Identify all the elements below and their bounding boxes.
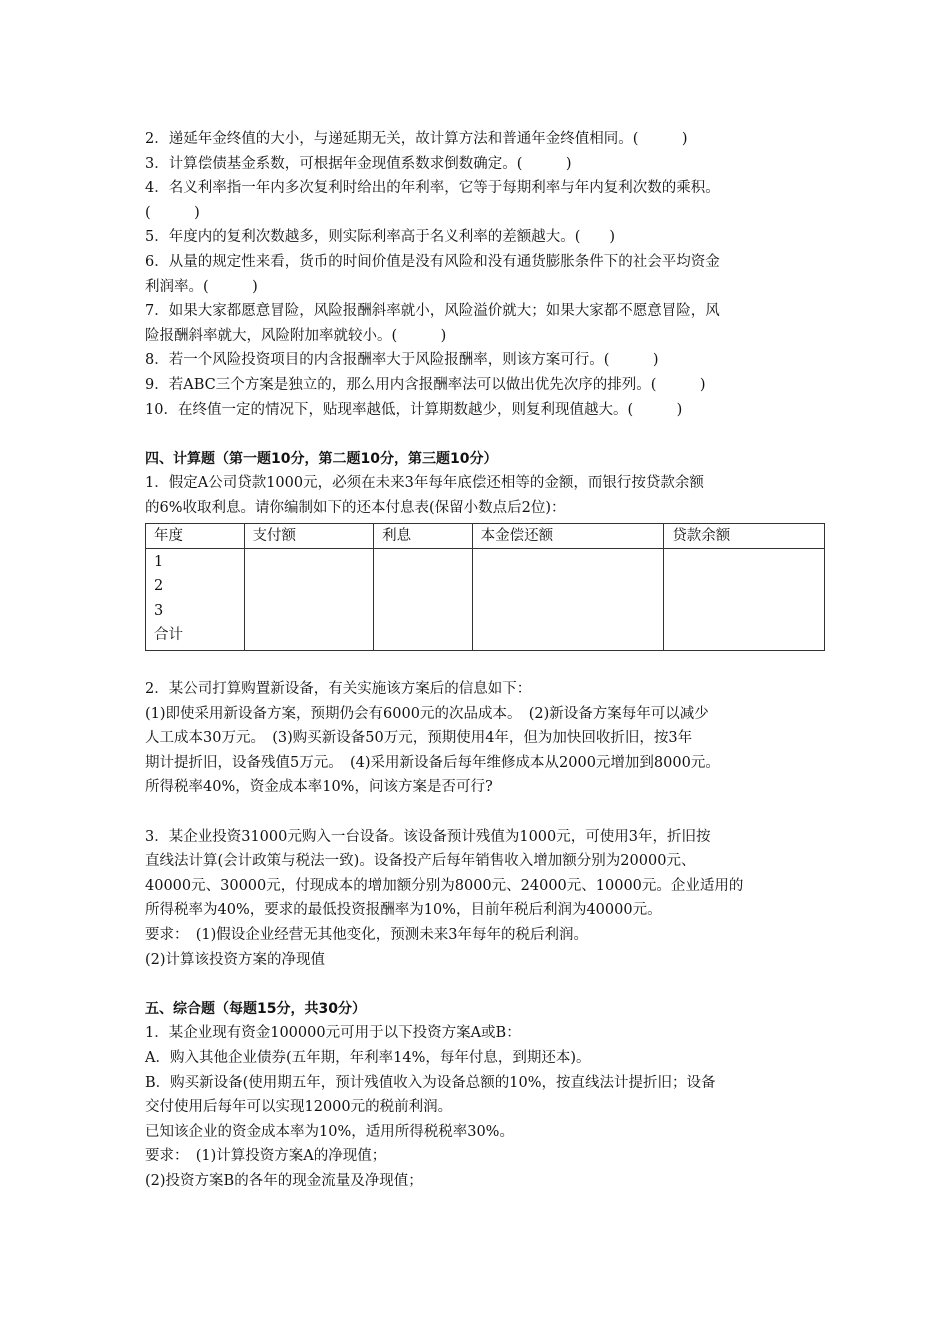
judgement-line: 7．如果大家都愿意冒险，风险报酬斜率就小，风险溢价就大；如果大家都不愿意冒险，风 — [145, 303, 720, 320]
table-header-interest: 利息 — [374, 523, 473, 548]
s5-line: B．购买新设备(使用期五年，预计残值收入为设备总额的10%，按直线法计提折旧；设备 — [145, 1074, 716, 1091]
q3-line: (2)计算该投资方案的净现值 — [145, 951, 326, 968]
q3-line: 3．某企业投资31000元购入一台设备。该设备预计残值为1000元，可使用3年，折旧按 — [145, 828, 711, 845]
year-label: 2 — [154, 578, 164, 594]
q1-line: 1．假定A公司贷款1000元，必须在未来3年每年底偿还相等的金额，而银行按贷款余额 — [145, 475, 704, 492]
judgement-line: 2．递延年金终值的大小，与递延期无关，故计算方法和普通年金终值相同。( ) — [145, 131, 688, 147]
s5-line: (2)投资方案B的各年的现金流量及净现值； — [145, 1172, 423, 1189]
year-label: 合计 — [154, 627, 183, 643]
q2-line: 所得税率40%，资金成本率10%，问该方案是否可行? — [145, 779, 493, 796]
q2-line: 人工成本30万元。 (3)购买新设备50万元，预期使用4年，但为加快回收折旧，按3年 — [145, 730, 693, 747]
judgement-line: 3．计算偿债基金系数，可根据年金现值系数求倒数确定。( ) — [145, 155, 572, 172]
year-label: 3 — [154, 602, 164, 619]
principal-cell — [472, 548, 664, 650]
year-label: 1 — [154, 553, 164, 570]
payment-cell — [244, 548, 374, 650]
q3-line: 直线法计算(会计政策与税法一致)。设备投产后每年销售收入增加额分别为20000元、 — [145, 853, 696, 870]
q1-line: 的6%收取利息。请你编制如下的还本付息表(保留小数点后2位)： — [145, 499, 566, 516]
judgement-line: 利润率。( ) — [145, 278, 258, 295]
q3-line: 所得税率为40%，要求的最低投资报酬率为10%，目前年税后利润为40000元。 — [145, 902, 662, 919]
q3-line: 40000元、30000元，付现成本的增加额分别为8000元、24000元、10000元。企业适用的 — [145, 877, 744, 894]
table-header-payment: 支付额 — [244, 523, 374, 548]
s5-line: 交付使用后每年可以实现12000元的税前利润。 — [145, 1099, 453, 1116]
q2-line: 2．某公司打算购置新设备，有关实施该方案后的信息如下： — [145, 681, 532, 698]
section4-heading: 四、计算题（第一题10分，第二题10分，第三题10分） — [145, 450, 498, 467]
s5-line: 已知该企业的资金成本率为10%，适用所得税税率30%。 — [145, 1123, 514, 1140]
table-header-balance: 贷款余额 — [664, 523, 825, 548]
document-page — [145, 127, 835, 1194]
repayment-table — [145, 523, 825, 651]
judgement-line: 8．若一个风险投资项目的内含报酬率大于风险报酬率，则该方案可行。( ) — [145, 352, 659, 369]
table-header-principal: 本金偿还额 — [472, 523, 664, 548]
s5-line: 要求： (1)计算投资方案A的净现值； — [145, 1148, 387, 1165]
interest-cell — [374, 548, 473, 650]
s5-line: 1．某企业现有资金100000元可用于以下投资方案A或B： — [145, 1025, 521, 1042]
table-header-year: 年度 — [146, 523, 245, 548]
q3-line: 要求： (1)假设企业经营无其他变化，预测未来3年每年的税后利润。 — [145, 927, 589, 944]
judgement-line: 6．从量的规定性来看，货币的时间价值是没有风险和没有通货膨胀条件下的社会平均资金 — [145, 253, 720, 270]
table-header-row — [146, 523, 825, 548]
judgement-line: 10．在终值一定的情况下，贴现率越低，计算期数越少，则复利现值越大。( ) — [145, 401, 683, 418]
section5-heading: 五、综合题（每题15分，共30分） — [145, 1000, 366, 1017]
judgement-line: ( ) — [145, 204, 200, 221]
judgement-line: 9．若ABC三个方案是独立的，那么用内含报酬率法可以做出优先次序的排列。( ) — [145, 376, 706, 393]
judgement-line: 5．年度内的复利次数越多，则实际利率高于名义利率的差额越大。( ) — [145, 229, 616, 246]
judgement-questions — [145, 127, 835, 422]
table-row — [146, 548, 825, 650]
s5-line: A．购入其他企业债券(五年期，年利率14%，每年付息，到期还本)。 — [145, 1050, 591, 1066]
q2-line: (1)即使采用新设备方案，预期仍会有6000元的次品成本。 (2)新设备方案每年可以减少 — [145, 705, 709, 722]
judgement-line: 4．名义利率指一年内多次复利时给出的年利率，它等于每期利率与年内复利次数的乘积。 — [145, 180, 720, 197]
q2-line: 期计提折旧，设备残值5万元。 (4)采用新设备后每年维修成本从2000元增加到8000元。 — [145, 754, 720, 771]
balance-cell — [664, 548, 825, 650]
judgement-line: 险报酬斜率就大，风险附加率就较小。( ) — [145, 327, 447, 344]
year-cell — [146, 548, 245, 650]
